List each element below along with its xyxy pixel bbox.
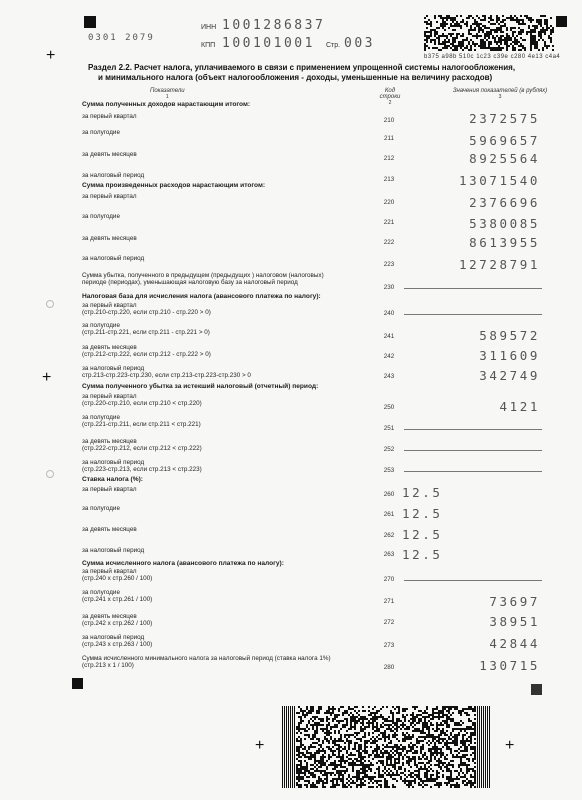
row-value: 8613955: [469, 235, 540, 250]
row-label: за девять месяцев (стр.212-стр.222, если стр.212 - стр.222 > 0): [82, 344, 211, 359]
row-value: 12.5: [402, 485, 443, 500]
row-code: 223: [383, 261, 395, 268]
row-code: 261: [383, 511, 395, 518]
column-header-code: Код строки 2: [379, 88, 401, 106]
page-label: Стр.: [326, 42, 341, 49]
row-code: 251: [383, 425, 395, 432]
row-value: 589572: [479, 328, 540, 343]
row-code: 272: [383, 619, 395, 626]
row-code: 220: [383, 199, 395, 206]
row-value-line: [404, 429, 542, 430]
row-value: 42844: [489, 636, 540, 651]
registration-cross-icon: +: [505, 737, 515, 754]
row-label: за полугодие: [82, 129, 120, 136]
row-code: 230: [383, 284, 395, 291]
row-value-line: [404, 580, 542, 581]
row-code: 240: [383, 310, 395, 317]
row-label: за первый квартал (стр.240 х стр.260 / 100): [82, 568, 153, 583]
row-code: 270: [383, 576, 395, 583]
row-value-line: [404, 314, 542, 315]
row-value-line: [404, 450, 542, 451]
row-label: за девять месяцев (стр.242 х стр.262 / 100): [82, 613, 153, 628]
kpp-label: КПП: [201, 42, 216, 49]
row-label: за полугодие (стр.221-стр.211, если стр.211 < стр.221): [82, 414, 201, 429]
row-value: 73697: [489, 594, 540, 609]
section-title-line2: и минимального налога (объект налогообложения - доходы, уменьшенные на величину расходов): [98, 73, 493, 82]
row-code: 250: [383, 404, 395, 411]
punch-hole: [46, 300, 54, 308]
row-value: 342749: [479, 368, 540, 383]
row-value: 8925564: [469, 151, 540, 166]
page-form-code: 0301 2079: [88, 33, 155, 43]
row-label: за девять месяцев: [82, 526, 137, 533]
registration-cross-icon: +: [46, 47, 56, 64]
row-label: за первый квартал (стр.220-стр.210, если стр.210 < стр.220): [82, 393, 202, 408]
row-value: 38951: [489, 614, 540, 629]
row-value: 2372575: [469, 111, 540, 126]
row-code: 243: [383, 373, 395, 380]
section-rate-heading: Ставка налога (%):: [82, 476, 143, 483]
column-header-indicators: Показатели 1: [150, 88, 185, 100]
row-code: 242: [383, 353, 395, 360]
row-value: 5380085: [469, 216, 540, 231]
kpp-value: 100101001: [222, 36, 315, 51]
row-label: за налоговый период (стр.243 х стр.263 / 100): [82, 634, 153, 649]
header-barcode: [424, 15, 554, 51]
row-value: 12728791: [458, 257, 540, 272]
row-code: 210: [383, 117, 395, 124]
corner-marker-top-right: [556, 16, 567, 27]
section-title-line1: Раздел 2.2. Расчет налога, уплачиваемого в связи с применением упрощенной системы налогообложения,: [88, 63, 516, 72]
row-value-line: [404, 288, 542, 289]
row-code: 273: [383, 642, 395, 649]
registration-cross-icon: +: [255, 737, 265, 754]
row-code: 212: [383, 155, 395, 162]
row-value: 12.5: [402, 547, 443, 562]
row-code: 262: [383, 532, 395, 539]
row-code: 241: [383, 333, 395, 340]
row-code: 221: [383, 219, 395, 226]
row-label: за налоговый период стр.213-стр.223-стр.230, если стр.213-стр.223-стр.230 > 0: [82, 365, 251, 380]
row-value: 4121: [499, 399, 540, 414]
barcode-text: b375 a98b 510c 1c23 c39e c280 4e13 c4a4: [424, 54, 561, 60]
registration-cross-icon: +: [42, 369, 52, 386]
section-tax-base-heading: Налоговая база для исчисления налога (авансового платежа по налогу):: [82, 293, 321, 300]
row-label: за налоговый период: [82, 172, 145, 179]
corner-marker-bottom-right: [531, 684, 542, 695]
inn-label: ИНН: [201, 24, 217, 31]
row-code: 260: [383, 491, 395, 498]
row-code: 211: [383, 135, 395, 142]
row-label: за первый квартал: [82, 486, 137, 493]
row-value: 12.5: [402, 527, 443, 542]
row-code: 271: [383, 598, 395, 605]
row-label: Сумма убытка, полученного в предыдущем (предыдущих ) налоговом (налоговых) периоде (периодах), уменьшающая налоговую базу за налоговый период: [82, 272, 324, 287]
row-label: Сумма исчисленного минимального налога за налоговый период (ставка налога 1%) (стр.213 х 1 / 100): [82, 655, 331, 670]
punch-hole: [46, 470, 54, 478]
row-label: за налоговый период (стр.223-стр.213, если стр.213 < стр.223): [82, 459, 202, 474]
bottom-2d-barcode: [282, 706, 490, 788]
row-label: за налоговый период: [82, 255, 145, 262]
row-label: за налоговый период: [82, 547, 145, 554]
section-expenses-heading: Сумма произведенных расходов нарастающим итогом:: [82, 182, 266, 189]
row-value: 130715: [479, 658, 540, 673]
row-value: 13071540: [458, 173, 540, 188]
row-label: за полугодие: [82, 505, 120, 512]
section-title: [88, 63, 558, 83]
row-label: за девять месяцев (стр.222-стр.212, если стр.212 < стр.222): [82, 438, 202, 453]
row-value: 311609: [479, 348, 540, 363]
row-label: за полугодие (стр.241 х стр.261 / 100): [82, 589, 153, 604]
row-code: 280: [383, 664, 395, 671]
row-code: 213: [383, 176, 395, 183]
row-code: 222: [383, 239, 395, 246]
column-header-values: Значения показателей (в рублях) 3: [452, 88, 548, 100]
row-value-line: [404, 471, 542, 472]
section-income-heading: Сумма полученных доходов нарастающим итогом:: [82, 101, 251, 108]
corner-marker-bottom-left: [72, 678, 83, 689]
row-code: 263: [383, 551, 395, 558]
corner-marker-top-left: [84, 16, 96, 28]
row-value: 12.5: [402, 506, 443, 521]
inn-value: 1001286837: [222, 18, 326, 33]
row-label: за первый квартал: [82, 113, 137, 120]
row-value: 2376696: [469, 195, 540, 210]
section-computed-tax-heading: Сумма исчисленного налога (авансового платежа по налогу):: [82, 560, 284, 567]
row-label: за первый квартал: [82, 193, 137, 200]
row-label: за полугодие: [82, 213, 120, 220]
row-label: за первый квартал (стр.210-стр.220, если стр.210 - стр.220 > 0): [82, 302, 211, 317]
row-label: за полугодие (стр.211-стр.221, если стр.211 - стр.221 > 0): [82, 322, 210, 337]
page-number: 003: [344, 36, 375, 51]
row-code: 253: [383, 467, 395, 474]
section-loss-heading: Сумма полученного убытка за истекший налоговый (отчетный) период:: [82, 383, 319, 390]
row-code: 252: [383, 446, 395, 453]
row-value: 5969657: [469, 133, 540, 148]
row-label: за девять месяцев: [82, 151, 137, 158]
row-label: за девять месяцев: [82, 235, 137, 242]
